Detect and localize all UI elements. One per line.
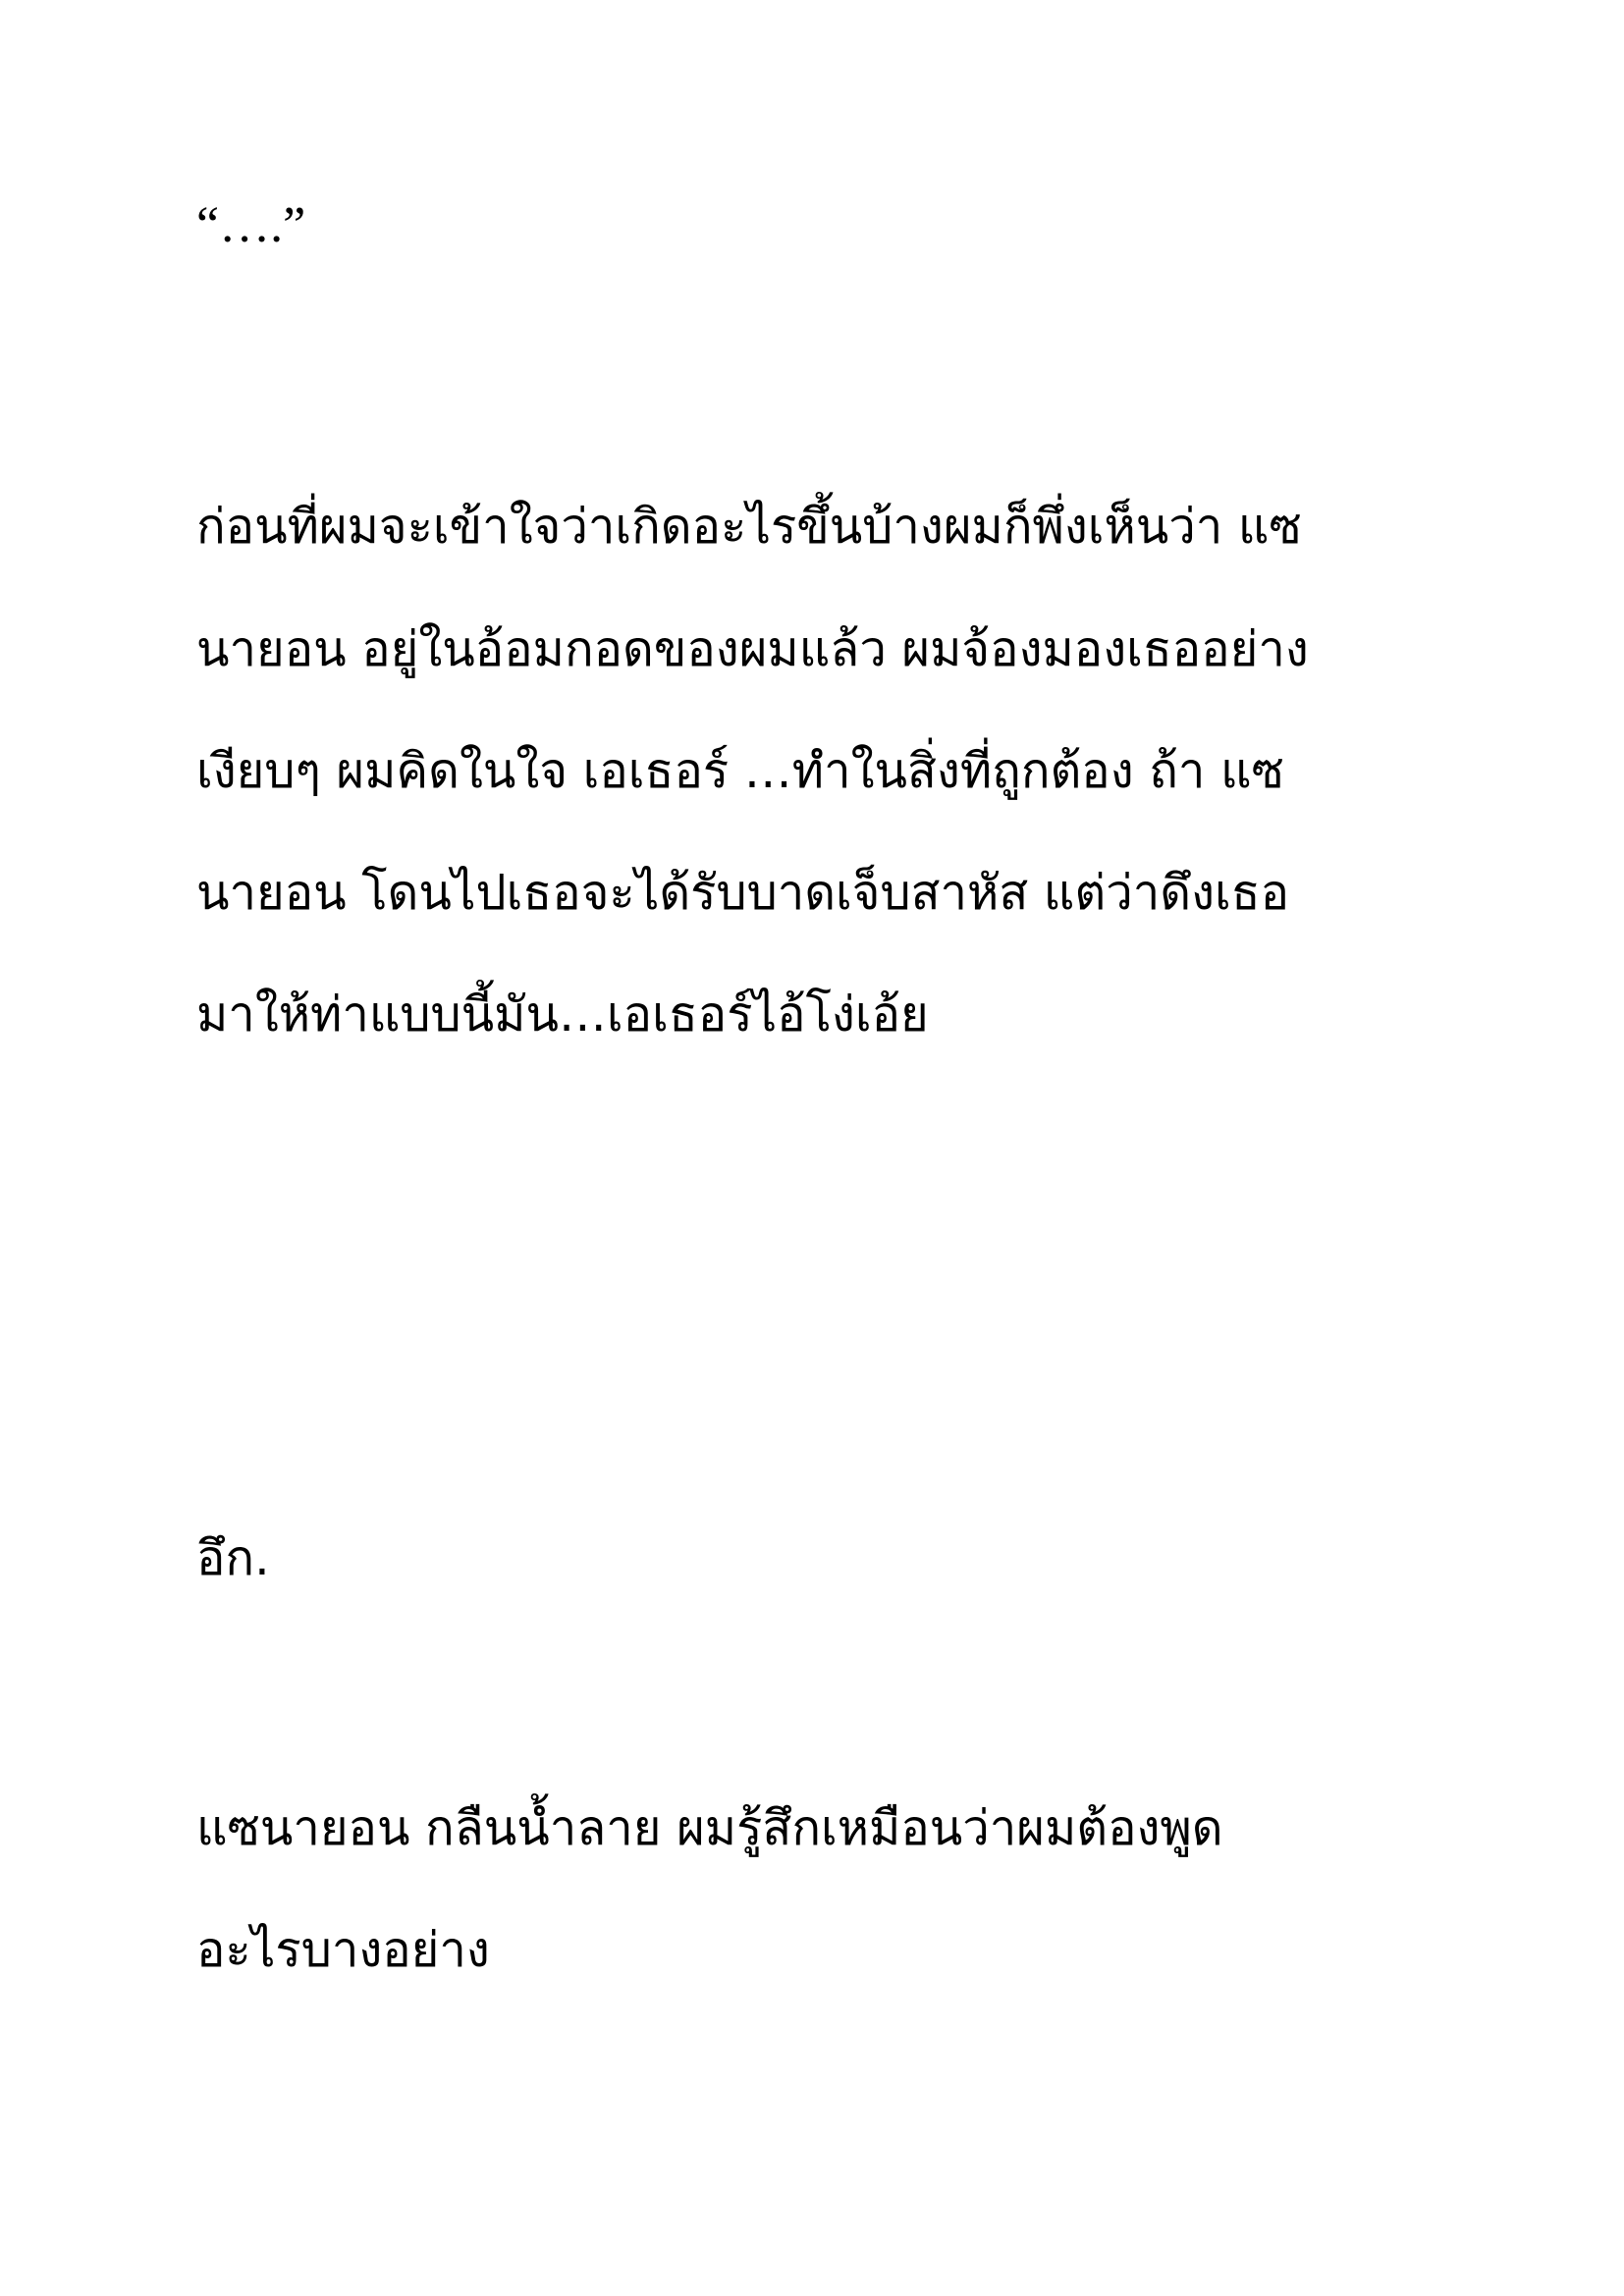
- paragraph-line: อึก.: [196, 1530, 270, 1586]
- paragraph-line: นายอน โดนไปเธอจะได้รับบาดเจ็บสาหัส แต่ว่าดึงเธอ: [196, 865, 1290, 921]
- paragraph-line: เงียบๆ ผมคิดในใจ เอเธอร์ …ทำในสิ่งที่ถูกต้อง ถ้า แซ: [196, 743, 1284, 799]
- paragraph-line: แซนายอน กลืนน้ำลาย ผมรู้สึกเหมือนว่าผมต้องพูด: [196, 1800, 1223, 1856]
- paragraph-line: มาให้ท่าแบบนี้มัน…เอเธอร์ไอ้โง่เอ้ย: [196, 987, 929, 1042]
- opening-quote: “….”: [196, 197, 306, 253]
- paragraph-line: ก่อนที่ผมจะเข้าใจว่าเกิดอะไรขึ้นบ้างผมก็พึ่งเห็นว่า แซ: [196, 499, 1302, 555]
- paragraph-line: อะไรบางอย่าง: [196, 1922, 490, 1978]
- paragraph-line: นายอน อยู่ในอ้อมกอดของผมแล้ว ผมจ้องมองเธออย่าง: [196, 621, 1309, 677]
